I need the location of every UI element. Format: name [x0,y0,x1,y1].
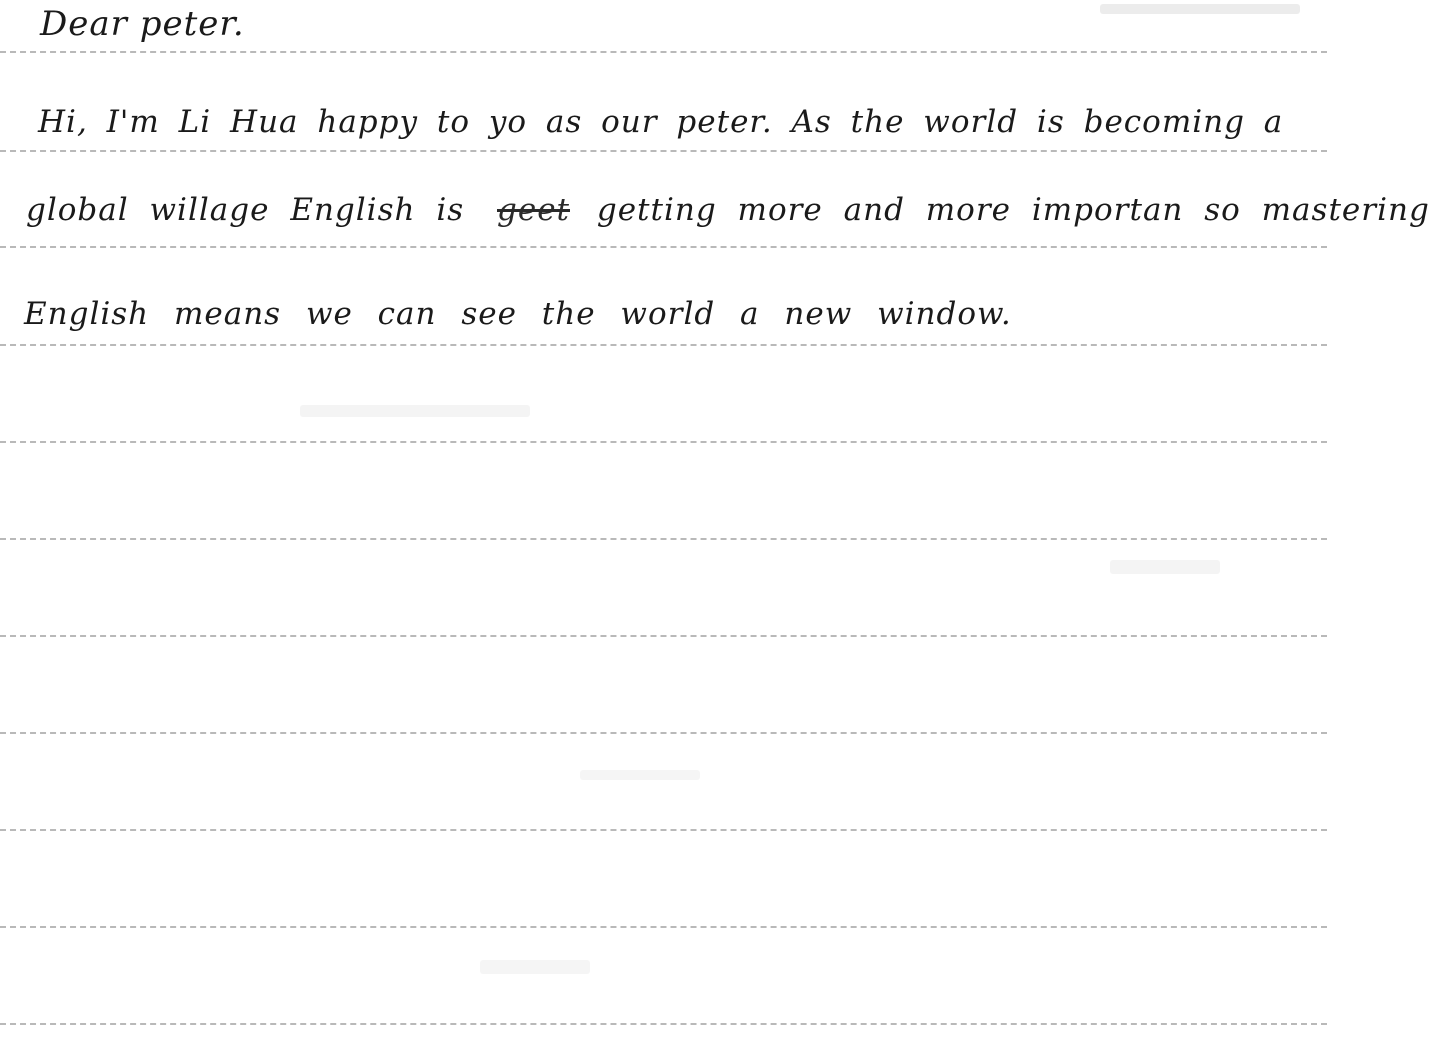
bleed-through-mark [1100,4,1300,14]
body-line-2-start: global willage English is [26,192,465,228]
bleed-through-mark [480,960,590,974]
salutation-text: Dear peter. [40,4,245,44]
struck-out-word: geet [497,192,570,228]
salutation [40,4,245,44]
bleed-through-mark [300,405,530,417]
ruled-line [0,51,1327,53]
body-line-1 [38,104,1283,140]
ruled-line [0,246,1327,248]
ruled-line [0,926,1327,928]
body-line-3 [24,296,1012,332]
ruled-line [0,732,1327,734]
ruled-line [0,635,1327,637]
ruled-line [0,1023,1327,1025]
body-line-3-text: English means we can see the world a new window. [24,296,1012,332]
bleed-through-mark [1110,560,1220,574]
ruled-line [0,829,1327,831]
ruled-line [0,441,1327,443]
bleed-through-mark [580,770,700,780]
ruled-line [0,538,1327,540]
body-line-2-end: getting more and more importan so mastering [596,192,1430,228]
ruled-line [0,150,1327,152]
ruled-line [0,344,1327,346]
body-line-2 [26,192,1430,228]
body-line-1-text: Hi, I'm Li Hua happy to yo as our peter. As the world is becoming a [38,104,1284,140]
